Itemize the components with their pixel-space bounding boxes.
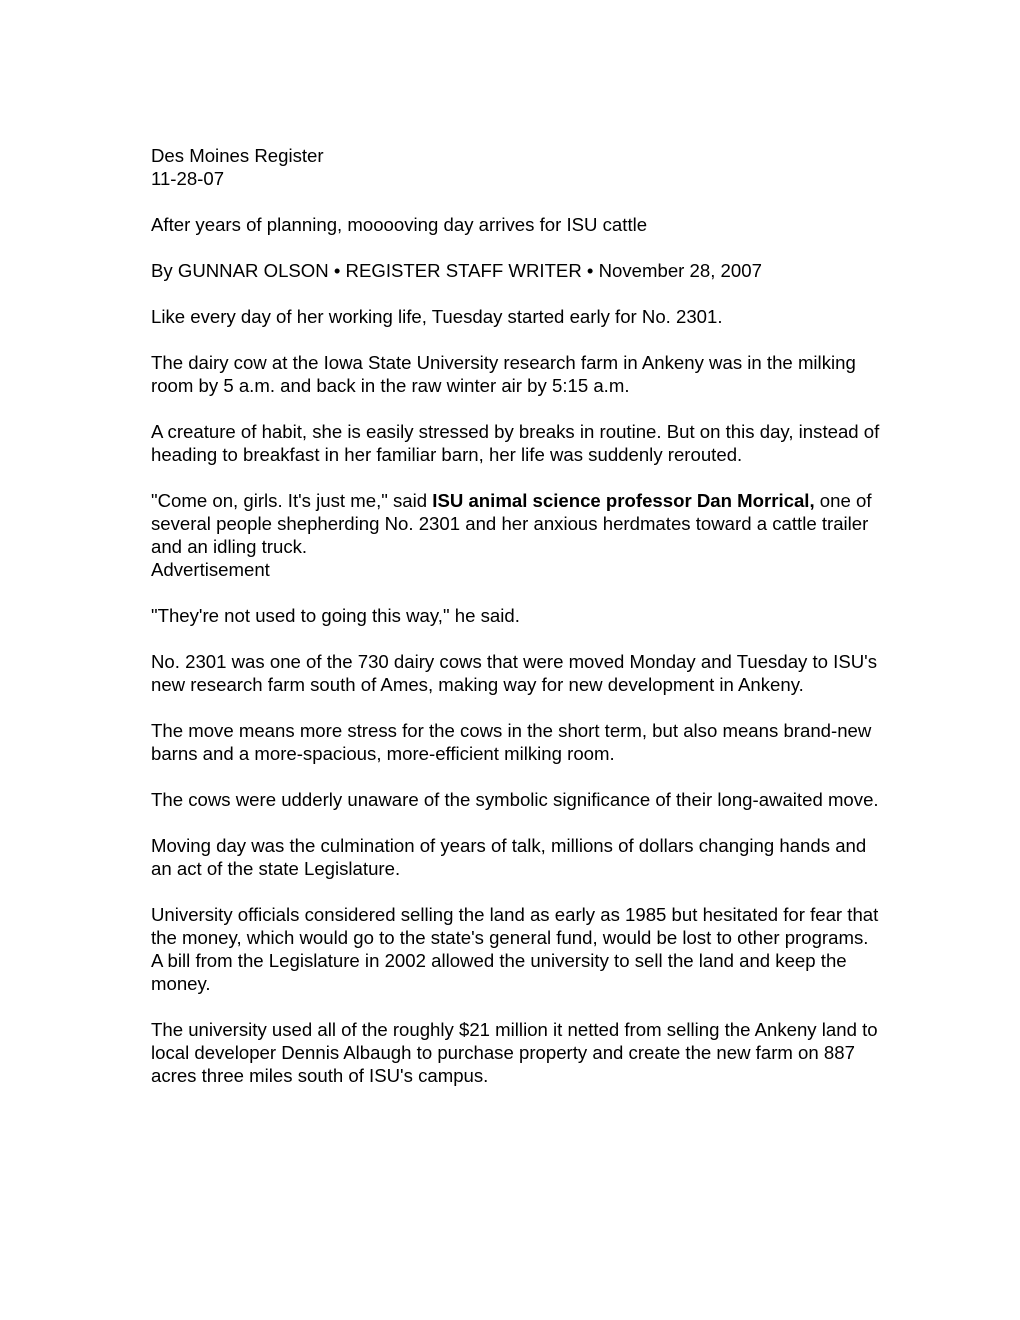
document-page [151, 144, 881, 1110]
paragraph-1: Like every day of her working life, Tuesday started early for No. 2301. [151, 306, 723, 327]
quote-continuation: one of several people shepherding No. 2301 and her anxious herdmates toward a cattle trailer and an idling truck. [151, 490, 872, 557]
paragraph-3: A creature of habit, she is easily stressed by breaks in routine. But on this day, instead of heading to breakfast in her familiar barn, her life was suddenly rerouted. [151, 421, 880, 465]
publication-date: 11-28-07 [151, 168, 225, 189]
headline: After years of planning, mooooving day arrives for ISU cattle [151, 214, 648, 235]
quote-text: "Come on, girls. It's just me," said [151, 490, 433, 511]
source-block [151, 144, 881, 190]
paragraph-11: The university used all of the roughly $21 million it netted from selling the Ankeny land to local developer Dennis Albaugh to purchase property and create the new farm on 887 acres three miles south of ISU's campus. [151, 1019, 878, 1086]
paragraph-10: University officials considered selling the land as early as 1985 but hesitated for fear that the money, which would go to the state's general fund, would be lost to other programs. A bill from the Legislature in 2002 allowed the university to sell the land and keep the money. [151, 904, 879, 994]
paragraph-9: Moving day was the culmination of years of talk, millions of dollars changing hands and an act of the state Legislature. [151, 835, 867, 879]
advertisement-label: Advertisement [151, 559, 270, 580]
publication-name: Des Moines Register [151, 145, 324, 166]
paragraph-5: "They're not used to going this way," he said. [151, 605, 520, 626]
paragraph-8: The cows were udderly unaware of the symbolic significance of their long-awaited move. [151, 789, 879, 810]
paragraph-7: The move means more stress for the cows in the short term, but also means brand-new barns and a more-spacious, more-efficient milking room. [151, 720, 872, 764]
speaker-name-bold: ISU animal science professor Dan Morrical, [432, 490, 815, 511]
paragraph-2: The dairy cow at the Iowa State University research farm in Ankeny was in the milking room by 5 a.m. and back in the raw winter air by 5:15 a.m. [151, 352, 856, 396]
paragraph-6: No. 2301 was one of the 730 dairy cows that were moved Monday and Tuesday to ISU's new research farm south of Ames, making way for new development in Ankeny. [151, 651, 878, 695]
paragraph-4 [151, 489, 881, 558]
byline: By GUNNAR OLSON • REGISTER STAFF WRITER • November 28, 2007 [151, 260, 762, 281]
